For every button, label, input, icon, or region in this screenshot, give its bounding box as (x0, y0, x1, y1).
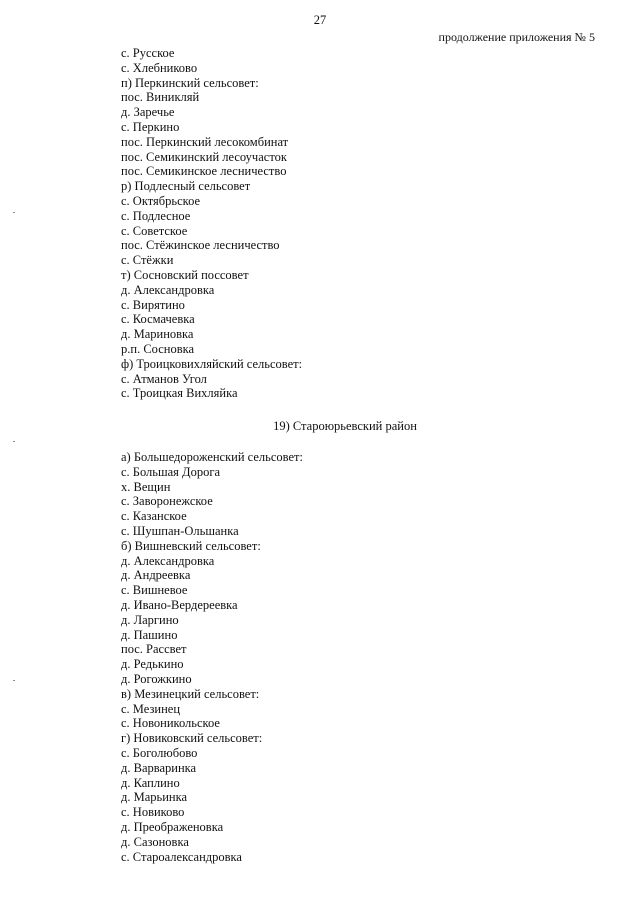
settlement-list-continued (121, 46, 302, 401)
list-item: пос. Виникляй (121, 90, 200, 105)
list-item: с. Перкино (121, 119, 180, 134)
list-item: б) Вишневский сельсовет: (121, 538, 261, 553)
list-item: с. Вирятино (121, 297, 185, 312)
settlement-list-staroyurevsky (121, 450, 303, 864)
list-item: с. Новиково (121, 805, 185, 820)
list-item: д. Пашино (121, 627, 178, 642)
list-item: с. Космачевка (121, 312, 195, 327)
list-item: п) Перкинский сельсовет: (121, 75, 259, 90)
list-item: в) Мезинецкий сельсовет: (121, 686, 260, 701)
list-item: с. Вишневое (121, 583, 188, 598)
list-item: с. Новоникольское (121, 716, 220, 731)
list-item: д. Александровка (121, 282, 215, 297)
list-item: х. Вещин (121, 479, 171, 494)
continuation-label: продолжение приложения № 5 (438, 30, 595, 44)
list-item: р.п. Сосновка (121, 341, 195, 356)
list-item: с. Октябрьское (121, 193, 201, 208)
list-item: д. Мариновка (121, 327, 194, 342)
list-item: д. Редькино (121, 657, 184, 672)
list-item: ф) Троицковихляйский сельсовет: (121, 356, 303, 371)
list-item: д. Варваринка (121, 760, 197, 775)
list-item: д. Сазоновка (121, 834, 189, 849)
list-item: с. Староалександровка (121, 849, 242, 864)
list-item: с. Мезинец (121, 701, 181, 716)
list-item: пос. Семикинский лесоучасток (121, 149, 287, 164)
list-item: д. Каплино (121, 775, 180, 790)
margin-mark (13, 212, 15, 213)
list-item: д. Андреевка (121, 568, 191, 583)
list-item: с. Атманов Угол (121, 371, 207, 386)
list-item: д. Александровка (121, 553, 215, 568)
margin-mark (13, 441, 15, 442)
list-item: д. Ларгино (121, 612, 179, 627)
list-item: с. Советское (121, 223, 188, 238)
list-item: с. Казанское (121, 509, 187, 524)
list-item: д. Рогожкино (121, 671, 192, 686)
list-item: с. Русское (121, 46, 175, 60)
list-item: с. Шушпан-Ольшанка (121, 523, 239, 538)
list-item: пос. Стёжинское лесничество (121, 238, 280, 253)
list-item: д. Ивано-Вердереевка (121, 597, 238, 612)
list-item: т) Сосновский поссовет (121, 267, 249, 282)
list-item: пос. Семикинское лесничество (121, 164, 287, 179)
list-item: с. Стёжки (121, 253, 174, 268)
section-heading: 19) Староюрьевский район (273, 419, 417, 433)
list-item: с. Большая Дорога (121, 464, 220, 479)
list-item: д. Марьинка (121, 790, 188, 805)
list-item: пос. Рассвет (121, 642, 187, 657)
page-number: 27 (313, 13, 327, 27)
list-item: д. Преображеновка (121, 819, 224, 834)
list-item: а) Большедороженский сельсовет: (121, 450, 303, 464)
margin-mark (13, 680, 15, 681)
list-item: с. Хлебниково (121, 60, 198, 75)
list-item: с. Заворонежское (121, 494, 213, 509)
list-item: пос. Перкинский лесокомбинат (121, 134, 289, 149)
list-item: р) Подлесный сельсовет (121, 179, 251, 194)
list-item: с. Боголюбово (121, 745, 198, 760)
list-item: г) Новиковский сельсовет: (121, 731, 263, 746)
list-item: с. Троицкая Вихляйка (121, 386, 238, 401)
list-item: с. Подлесное (121, 208, 191, 223)
list-item: д. Заречье (121, 105, 175, 120)
